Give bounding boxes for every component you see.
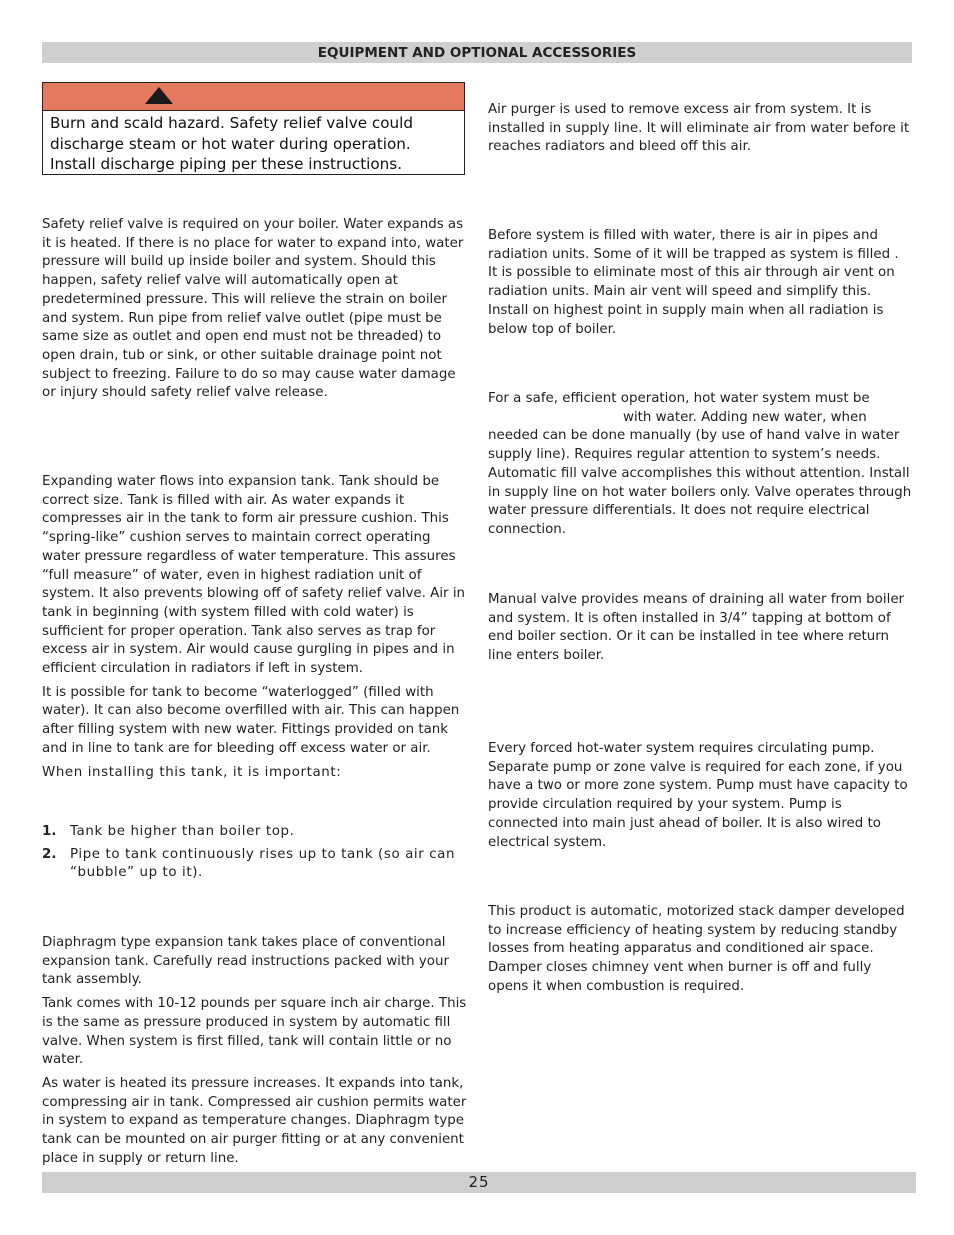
diaphragm-tank-section — [42, 934, 468, 1168]
fill-valve-rest: with water. Adding new water, when needed can be done manually (by use of hand valve in water supply line). Requires regular attention to system’s needs. Automatic fill valve accomplishes this without attention. Install in supply line on hot water boilers only. Valve operates through water pressure differentials. It does not require electrical connection. — [488, 409, 912, 537]
safety-relief-paragraph: Safety relief valve is required on your boiler. Water expands as it is heated. If there is no place for water to expand into, water pressure will build up inside boiler and system. Should this happen, safety relief valve will automatically open at predetermined pressure. This will relieve the strain on boiler and system. Run pipe from relief valve outlet (pipe must be same size as outlet and open end must not be threaded) to open drain, tub or sink, or other suitable drainage point not subject to freezing. Failure to do so may cause water damage or injury should safety relief valve release. — [42, 217, 464, 401]
drain-valve-paragraph: Manual valve provides means of draining all water from boiler and system. It is often installed in 3/4” tapping at bottom of end boiler section. Or it can be installed in tee where return line enters boiler. — [488, 592, 905, 664]
damper-paragraph: This product is automatic, motorized stack damper developed to increase efficiency of heating system by reducing standby losses from heating apparatus and conditioned air space. Damper closes chimney vent when burner is off and fully opens it when combustion is required. — [488, 904, 905, 994]
air-vent-paragraph: Before system is filled with water, there is air in pipes and radiation units. Some of it will be trapped as system is filled . It is possible to eliminate most of this air through air vent on radiation units. Main air vent will speed and simplify this. Install on highest point in supply main when all radiation is below top of boiler. — [488, 228, 899, 337]
diaphragm-paragraph-2: Tank comes with 10-12 pounds per square inch air charge. This is the same as pressure produced in system by automatic fill valve. When system is first filled, tank will contain little or no water. — [42, 996, 467, 1068]
circulator-paragraph: Every forced hot-water system requires circulating pump. Separate pump or zone valve is required for each zone, if you have a two or more zone system. Pump must have capacity to provide circulation required by your system. Pump is connected into main just ahead of boiler. It is also wired to electrical system. — [488, 741, 908, 850]
expansion-paragraph-3: When installing this tank, it is important: — [42, 764, 342, 780]
expansion-paragraph-1: Expanding water flows into expansion tank. Tank should be correct size. Tank is filled with air. As water expands it compresses air in the tank to form air pressure cushion. This “spring-like” cushion serves to maintain correct operating water pressure regardless of water temperature. This assures “full measure” of water, even in highest radiation unit of system. It also prevents blowing off of safety relief valve. Air in tank in beginning (with system filled with cold water) is sufficient for proper operation. Tank also serves as trap for excess air in system. Air would cause gurgling in pipes and in efficient circulation in radiators if left in system. — [42, 474, 466, 677]
install-requirements-list — [42, 823, 468, 887]
expansion-tank-section — [42, 473, 468, 782]
section-header: EQUIPMENT AND OPTIONAL ACCESSORIES — [42, 42, 912, 63]
warning-box — [42, 82, 465, 175]
page-number: 25 — [42, 1172, 916, 1193]
list-item-number: 1. — [42, 824, 57, 839]
diaphragm-paragraph-1: Diaphragm type expansion tank takes place of conventional expansion tank. Carefully read instructions packed with your tank assembly. — [42, 935, 449, 988]
list-item — [42, 823, 468, 842]
warning-band — [43, 83, 464, 111]
diaphragm-paragraph-3: As water is heated its pressure increases. It expands into tank, compressing air in tank. Compressed air cushion permits water in system to expand as temperature changes. Diaphragm type tank can be mounted on air purger fitting or at any convenient place in supply or return line. — [42, 1075, 467, 1166]
list-item — [42, 846, 468, 883]
list-item-text: Tank be higher than boiler top. — [70, 824, 295, 839]
expansion-paragraph-2: It is possible for tank to become “waterlogged” (filled with water). It can also become overfilled with air. This can happen after filling system with new water. Fittings provided on tank and in line to tank are for bleeding off excess water or air. — [42, 684, 460, 756]
warning-triangle-icon — [145, 87, 173, 104]
warning-text: Burn and scald hazard. Safety relief valve could discharge steam or hot water during operation. Install discharge piping per these instructions. — [50, 114, 414, 173]
list-item-number: 2. — [42, 846, 57, 862]
list-item-text: Pipe to tank continuously rises up to tank (so air can “bubble” up to it). — [70, 846, 456, 881]
air-purger-paragraph: Air purger is used to remove excess air from system. It is installed in supply line. It will eliminate air from water before it reaches radiators and bleed off this air. — [488, 102, 910, 155]
fill-valve-paragraph — [488, 390, 912, 540]
fill-valve-line-1: For a safe, efficient operation, hot water system must be — [488, 391, 870, 406]
